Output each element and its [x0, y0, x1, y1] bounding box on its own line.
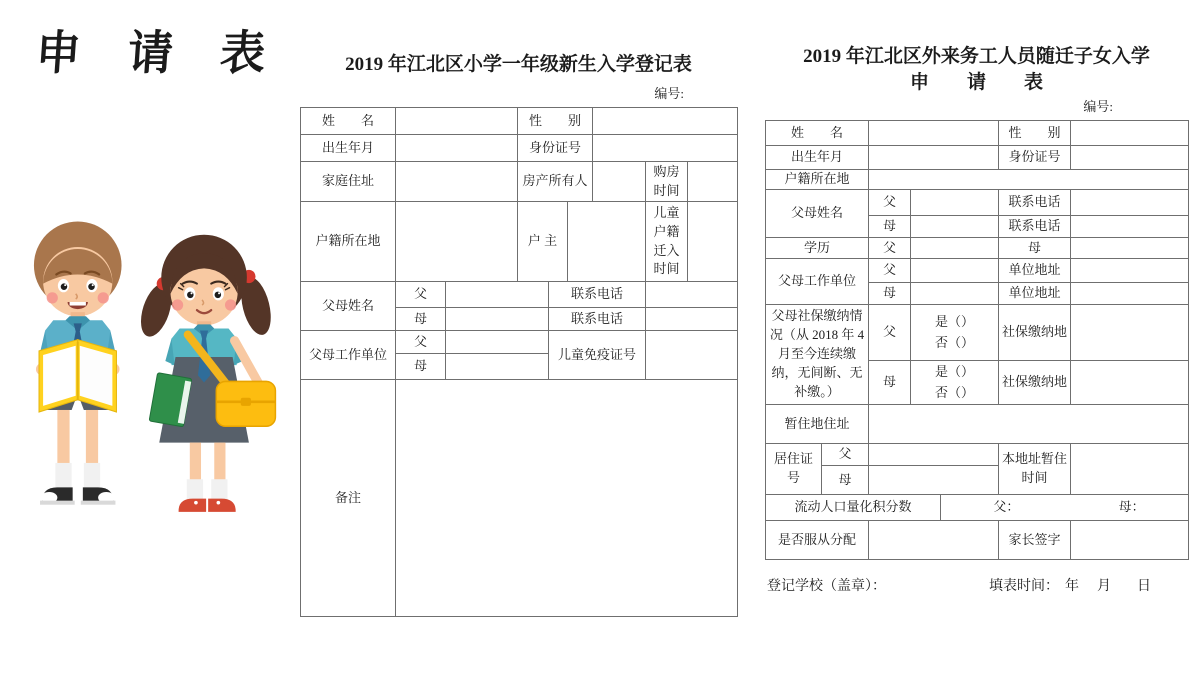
table-row — [766, 190, 1189, 216]
form-left-title: 2019 年江北区小学一年级新生入学登记表 — [345, 54, 692, 75]
boy-sneakers — [40, 487, 115, 504]
no-option: 否（） — [935, 334, 975, 350]
householder-value-cell — [568, 202, 646, 282]
property-owner-value-cell — [593, 162, 646, 202]
mother-ss-place-label: 社保缴纳地 — [999, 361, 1071, 405]
id-label: 身份证号 — [999, 146, 1071, 170]
mother-ss-place-value-cell — [1071, 361, 1189, 405]
parents-name-label: 父母姓名 — [301, 282, 396, 331]
parents-name-label: 父母姓名 — [766, 190, 869, 238]
father-label: 父 — [869, 259, 911, 283]
table-row — [766, 238, 1189, 259]
mother-employer-value-cell — [911, 283, 999, 305]
table-row — [766, 444, 1189, 466]
children-illustration — [8, 196, 284, 520]
birth-label: 出生年月 — [766, 146, 869, 170]
shoulder-bag — [216, 381, 275, 426]
birth-value-cell — [396, 135, 518, 162]
parent-signature-value-cell — [1071, 521, 1189, 560]
table-row — [301, 135, 738, 162]
father-phone-label: 联系电话 — [999, 190, 1071, 216]
table-row — [766, 259, 1189, 283]
mother-label: 母 — [869, 216, 911, 238]
mother-phone-value-cell — [1071, 216, 1189, 238]
gender-label: 性 别 — [999, 121, 1071, 146]
mother-label: 母 — [396, 354, 446, 380]
table-row — [301, 108, 738, 135]
father-ss-place-value-cell — [1071, 305, 1189, 361]
father-permit-value-cell — [869, 444, 999, 466]
father-ss-place-label: 社保缴纳地 — [999, 305, 1071, 361]
obey-assignment-label: 是否服从分配 — [766, 521, 869, 560]
name-value-cell — [396, 108, 518, 135]
gender-value-cell — [1071, 121, 1189, 146]
father-employer-address-label: 单位地址 — [999, 259, 1071, 283]
hukou-value-cell — [869, 170, 1189, 190]
hukou-label: 户籍所在地 — [766, 170, 869, 190]
mother-phone-label: 联系电话 — [999, 216, 1071, 238]
father-employer-value-cell — [446, 331, 549, 354]
table-row — [766, 405, 1189, 444]
year-label: 年 — [1065, 579, 1079, 594]
mother-employer-value-cell — [446, 354, 549, 380]
father-employer-address-value-cell — [1071, 259, 1189, 283]
remarks-value-cell — [396, 380, 738, 617]
gender-value-cell — [593, 108, 738, 135]
month-label: 月 — [1097, 579, 1111, 594]
mother-label: 母 — [999, 238, 1071, 259]
immunity-no-value-cell — [646, 331, 738, 380]
father-name-value-cell — [446, 282, 549, 308]
school-seal-label: 登记学校（盖章）： — [767, 579, 886, 594]
father-label: 父 — [822, 444, 869, 466]
parent-signature-label: 家长签字 — [999, 521, 1071, 560]
yes-option: 是（） — [935, 364, 975, 380]
father-label: 父 — [869, 305, 911, 361]
name-value-cell — [869, 121, 999, 146]
mother-employer-address-label: 单位地址 — [999, 283, 1071, 305]
table-row — [766, 521, 1189, 560]
home-address-value-cell — [396, 162, 518, 202]
parents-employer-label: 父母工作单位 — [301, 331, 396, 380]
local-stay-time-value-cell — [1071, 444, 1189, 495]
education-label: 学历 — [766, 238, 869, 259]
mother-label: 母 — [822, 466, 869, 495]
local-stay-time-label: 本地址暂住时间 — [999, 444, 1071, 495]
child-hukou-move-time-label: 儿童户籍迁入时间 — [646, 202, 688, 282]
girl-figure — [135, 235, 276, 512]
hukou-value-cell — [396, 202, 518, 282]
mother-label: 母 — [869, 361, 911, 405]
father-name-value-cell — [911, 190, 999, 216]
girl-shoes — [179, 499, 236, 512]
table-row — [766, 170, 1189, 190]
form-right-title-line2: 申 请 表 — [909, 72, 1043, 93]
form-right-title-line1: 2019 年江北区外来务工人员随迁子女入学 — [803, 46, 1150, 67]
father-phone-label: 联系电话 — [549, 282, 646, 308]
boy-figure — [34, 221, 122, 504]
form-left-table — [300, 107, 738, 617]
name-label: 姓 名 — [766, 121, 869, 146]
table-row — [301, 380, 738, 617]
hukou-label: 户籍所在地 — [301, 202, 396, 282]
yes-option: 是（） — [935, 314, 975, 330]
father-score-label: 父： — [993, 499, 1020, 515]
mother-label: 母 — [869, 283, 911, 305]
father-employer-value-cell — [911, 259, 999, 283]
mother-phone-label: 联系电话 — [549, 308, 646, 331]
form-right-table — [765, 120, 1189, 560]
migrant-score-value-cell — [941, 495, 1189, 521]
mother-permit-value-cell — [869, 466, 999, 495]
purchase-time-value-cell — [688, 162, 738, 202]
application-form-right — [765, 44, 1188, 595]
social-security-note-label: 父母社保缴纳情况（从 2018 年 4 月至今连续缴纳，无间断、无补缴。） — [766, 305, 869, 405]
temp-address-label: 暂住地住址 — [766, 405, 869, 444]
home-address-label: 家庭住址 — [301, 162, 396, 202]
mother-employer-address-value-cell — [1071, 283, 1189, 305]
purchase-time-label: 购房时间 — [646, 162, 688, 202]
table-row — [766, 495, 1189, 521]
table-row — [301, 282, 738, 308]
open-book — [39, 340, 116, 412]
father-education-value-cell — [911, 238, 999, 259]
table-row — [301, 162, 738, 202]
property-owner-label: 房产所有人 — [518, 162, 593, 202]
day-label: 日 — [1137, 579, 1151, 594]
mother-ss-yesno-cell — [911, 361, 999, 405]
id-value-cell — [593, 135, 738, 162]
father-ss-yesno-cell — [911, 305, 999, 361]
father-label: 父 — [396, 282, 446, 308]
obey-assignment-value-cell — [869, 521, 999, 560]
form-right-footer — [765, 575, 1188, 595]
mother-label: 母 — [396, 308, 446, 331]
remarks-label: 备注 — [301, 380, 396, 617]
migrant-score-label: 流动人口量化积分数 — [766, 495, 941, 521]
mother-name-value-cell — [911, 216, 999, 238]
parents-employer-label: 父母工作单位 — [766, 259, 869, 305]
father-phone-value-cell — [646, 282, 738, 308]
table-row — [301, 202, 738, 282]
table-row — [766, 121, 1189, 146]
mother-education-value-cell — [1071, 238, 1189, 259]
table-row — [301, 331, 738, 354]
table-row — [766, 305, 1189, 361]
mother-name-value-cell — [446, 308, 549, 331]
no-option: 否（） — [935, 384, 975, 400]
father-phone-value-cell — [1071, 190, 1189, 216]
residence-permit-label: 居住证号 — [766, 444, 822, 495]
temp-address-value-cell — [869, 405, 1189, 444]
child-hukou-move-time-value-cell — [688, 202, 738, 282]
name-label: 姓 名 — [301, 108, 396, 135]
householder-label: 户 主 — [518, 202, 568, 282]
form-right-serial-label: 编号: — [1083, 99, 1113, 114]
immunity-no-label: 儿童免疫证号 — [549, 331, 646, 380]
father-label: 父 — [869, 190, 911, 216]
father-label: 父 — [869, 238, 911, 259]
gender-label: 性 别 — [518, 108, 593, 135]
mother-score-label: 母： — [1118, 499, 1145, 515]
registration-form-left — [300, 52, 737, 617]
id-label: 身份证号 — [518, 135, 593, 162]
birth-label: 出生年月 — [301, 135, 396, 162]
birth-value-cell — [869, 146, 999, 170]
id-value-cell — [1071, 146, 1189, 170]
table-row — [766, 146, 1189, 170]
fill-time-label: 填表时间： — [989, 579, 1059, 594]
mother-phone-value-cell — [646, 308, 738, 331]
father-label: 父 — [396, 331, 446, 354]
form-left-serial-label: 编号: — [654, 86, 684, 101]
page-title: 申 请 表 — [33, 27, 286, 80]
